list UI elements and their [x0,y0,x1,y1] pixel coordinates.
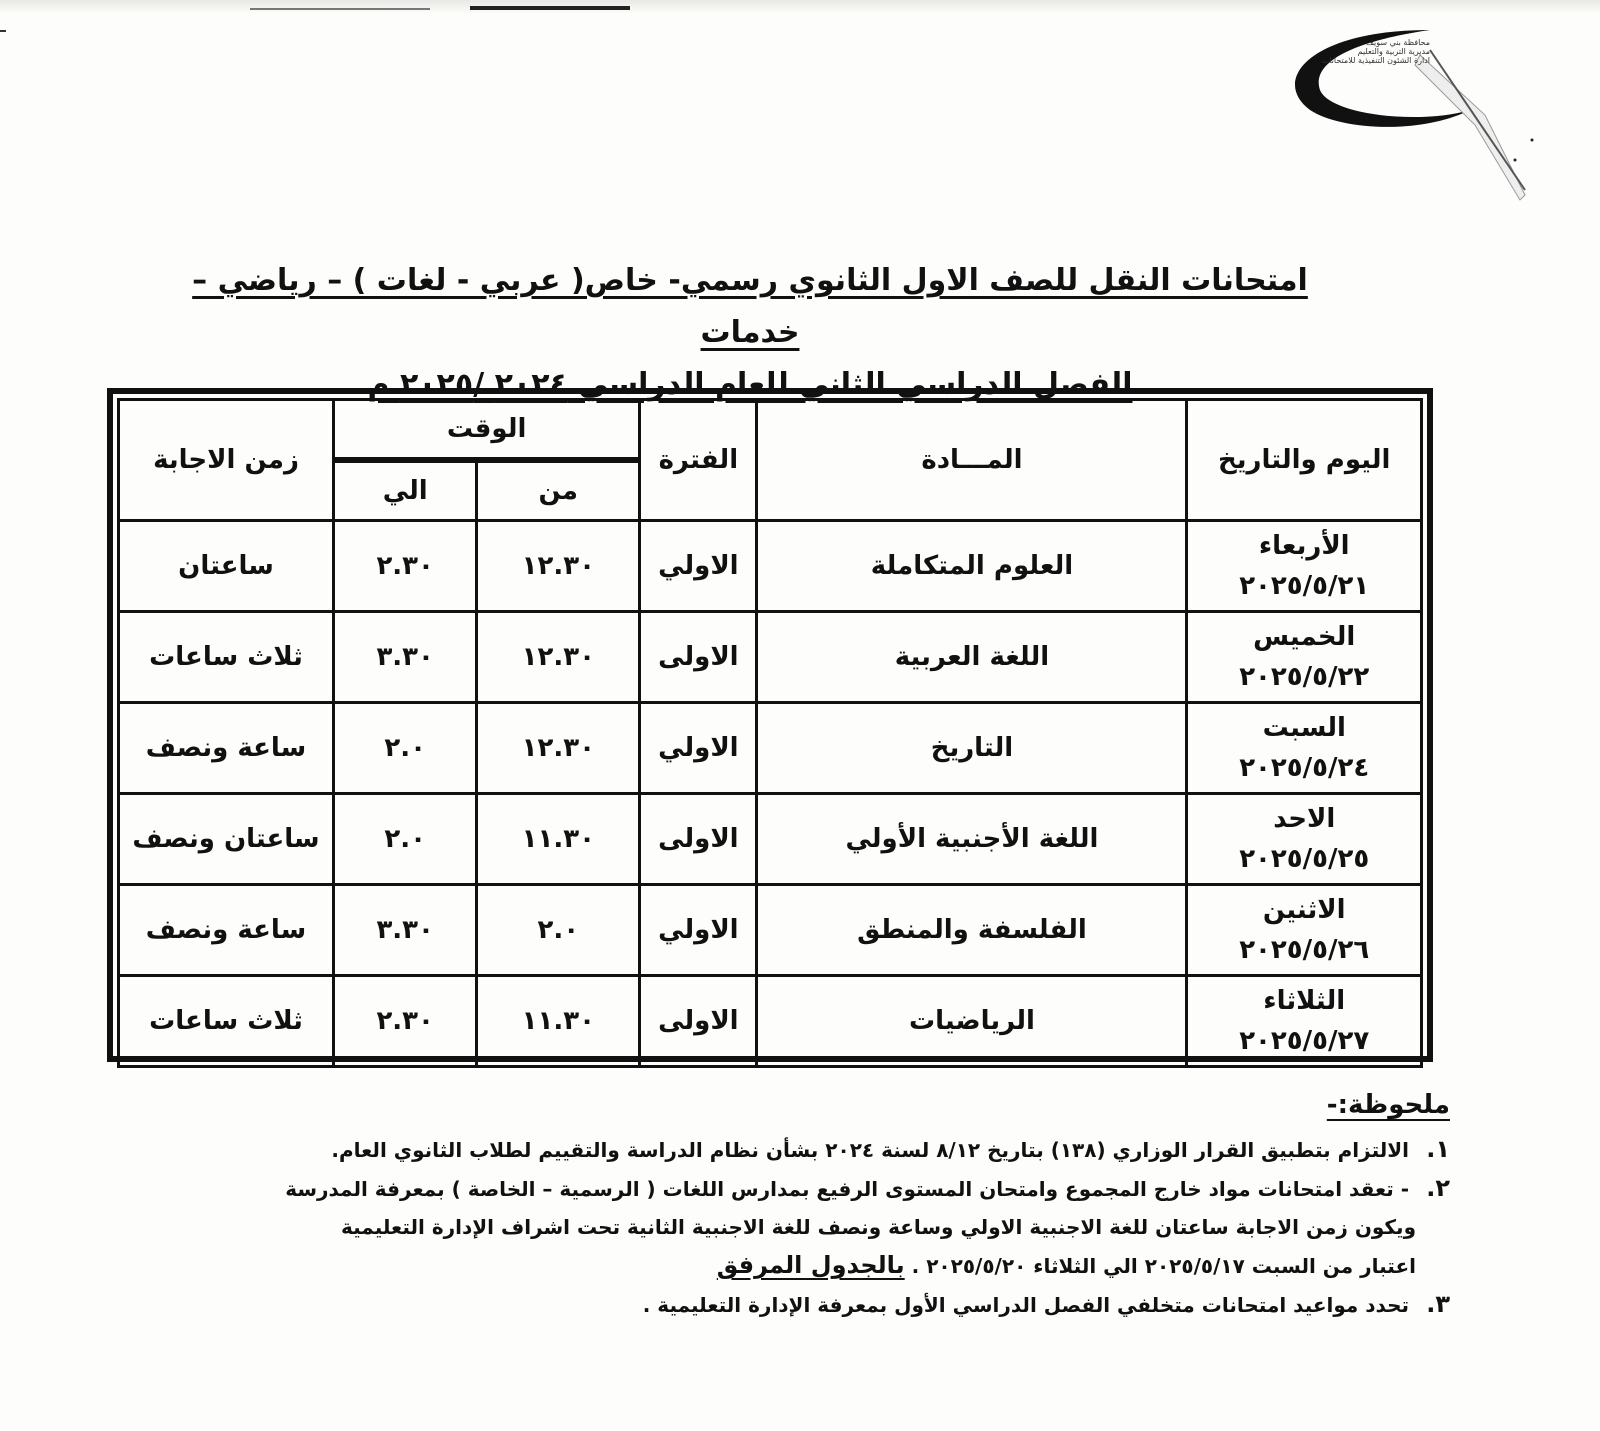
day-name: الاحد [1273,804,1336,834]
note-number: ١. [1426,1135,1450,1163]
cell-subject: العلوم المتكاملة [757,521,1187,612]
cell-day-date [1187,885,1422,976]
cell-to: ٢.٠ [334,703,477,794]
cell-period: الاولى [640,976,757,1067]
cell-period: الاولي [640,885,757,976]
exam-date: ٢٠٢٥/٥/٢٦ [1239,935,1370,965]
note-text: تحدد مواعيد امتحانات متخلفي الفصل الدراسي الأول بمعرفة الإدارة التعليمية . [642,1293,1410,1317]
exam-date: ٢٠٢٥/٥/٢٧ [1239,1026,1370,1056]
cell-period: الاولي [640,703,757,794]
note-continuation: ويكون زمن الاجابة ساعتان للغة الاجنبية الاولي وساعة ونصف للغة الاجنبية الثانية تحت اشراف الإدارة التعليمية [341,1215,1416,1239]
cell-duration: ساعة ونصف [119,885,334,976]
day-name: الاثنين [1262,895,1346,925]
note-text: الالتزام بتطبيق القرار الوزاري (١٣٨) بتاريخ ٨/١٢ لسنة ٢٠٢٤ بشأن نظام الدراسة والتقييم لطلاب الثانوي العام. [331,1138,1410,1162]
cell-day-date [1187,521,1422,612]
exam-date: ٢٠٢٥/٥/٢٢ [1239,662,1370,692]
cell-from: ١١.٣٠ [477,976,640,1067]
cell-day-date [1187,794,1422,885]
cell-from: ١١.٣٠ [477,794,640,885]
logo-caption [1290,38,1430,65]
table-row [119,885,1422,976]
cell-period: الاولي [640,521,757,612]
cell-subject: اللغة الأجنبية الأولي [757,794,1187,885]
cell-subject: الرياضيات [757,976,1187,1067]
note-number: ٣. [1426,1290,1450,1318]
cell-subject: الفلسفة والمنطق [757,885,1187,976]
table-row [119,521,1422,612]
cell-subject: التاريخ [757,703,1187,794]
day-name: الخميس [1253,622,1356,652]
header-from: من [477,460,640,521]
note-text: - تعقد امتحانات مواد خارج المجموع وامتحان المستوى الرفيع بمدارس اللغات ( الرسمية – الخاصة ) بمعرفة المدرسة [285,1177,1410,1201]
day-name: الثلاثاء [1263,986,1346,1016]
cell-duration: ثلاث ساعات [119,612,334,703]
cell-to: ٣.٣٠ [334,885,477,976]
exam-date: ٢٠٢٥/٥/٢٥ [1239,844,1370,874]
cell-period: الاولى [640,612,757,703]
cell-to: ٢.٣٠ [334,521,477,612]
cell-from: ١٢.٣٠ [477,703,640,794]
cell-duration: ساعة ونصف [119,703,334,794]
note-text: اعتبار من السبت ٢٠٢٥/٥/١٧ الي الثلاثاء ٢٠٢٥/٥/٢٠ . [911,1254,1416,1278]
notes-section [90,1090,1450,1324]
cell-subject: اللغة العربية [757,612,1187,703]
header-to: الي [334,460,477,521]
cell-from: ١٢.٣٠ [477,521,640,612]
table-row [119,794,1422,885]
note-continuation [90,1246,1450,1285]
note-item [90,1169,1450,1208]
cell-to: ٢.٣٠ [334,976,477,1067]
header-duration: زمن الاجابة [119,400,334,521]
table-row [119,612,1422,703]
cell-day-date [1187,703,1422,794]
header-period: الفترة [640,400,757,521]
cell-duration: ثلاث ساعات [119,976,334,1067]
header-day-date: اليوم والتاريخ [1187,400,1422,521]
note-item [90,1285,1450,1324]
logo-caption-line: مديرية التربية والتعليم [1357,47,1430,56]
scan-mark [0,30,6,32]
scan-mark [470,6,630,10]
table-header-row [119,400,1422,461]
exam-date: ٢٠٢٥/٥/٢٤ [1239,753,1370,783]
table-row [119,976,1422,1067]
cell-duration: ساعتان ونصف [119,794,334,885]
exam-schedule-table [107,388,1433,1062]
cell-day-date [1187,976,1422,1067]
header-time: الوقت [334,400,640,461]
note-number: ٢. [1426,1174,1450,1202]
logo-caption-line: ادارة الشئون التنفيذية للامتحانات [1321,56,1430,65]
table-row [119,703,1422,794]
ministry-logo [1270,10,1570,240]
cell-duration: ساعتان [119,521,334,612]
cell-period: الاولى [640,794,757,885]
cell-to: ٣.٣٠ [334,612,477,703]
cell-to: ٢.٠ [334,794,477,885]
cell-from: ٢.٠ [477,885,640,976]
note-item [90,1130,1450,1169]
notes-title: ملحوظة:- [1326,1090,1450,1120]
logo-caption-line: محافظة بني سويف [1365,38,1430,47]
cell-from: ١٢.٣٠ [477,612,640,703]
attached-table-reference: بالجدول المرفق [716,1251,905,1279]
title-line-1: امتحانات النقل للصف الاول الثانوي رسمي- خاص( عربي - لغات ) – رياضي – خدمات [192,263,1308,350]
exam-date: ٢٠٢٥/٥/٢١ [1239,571,1370,601]
scan-mark [250,8,430,10]
cell-day-date [1187,612,1422,703]
header-subject: المـــادة [757,400,1187,521]
day-name: الأربعاء [1258,531,1350,561]
title-line-2: الفصل الدراسي الثاني للعام الدراسي ٢٠٢٤ /٢٠٢٥ م [367,367,1133,402]
day-name: السبت [1262,713,1346,743]
